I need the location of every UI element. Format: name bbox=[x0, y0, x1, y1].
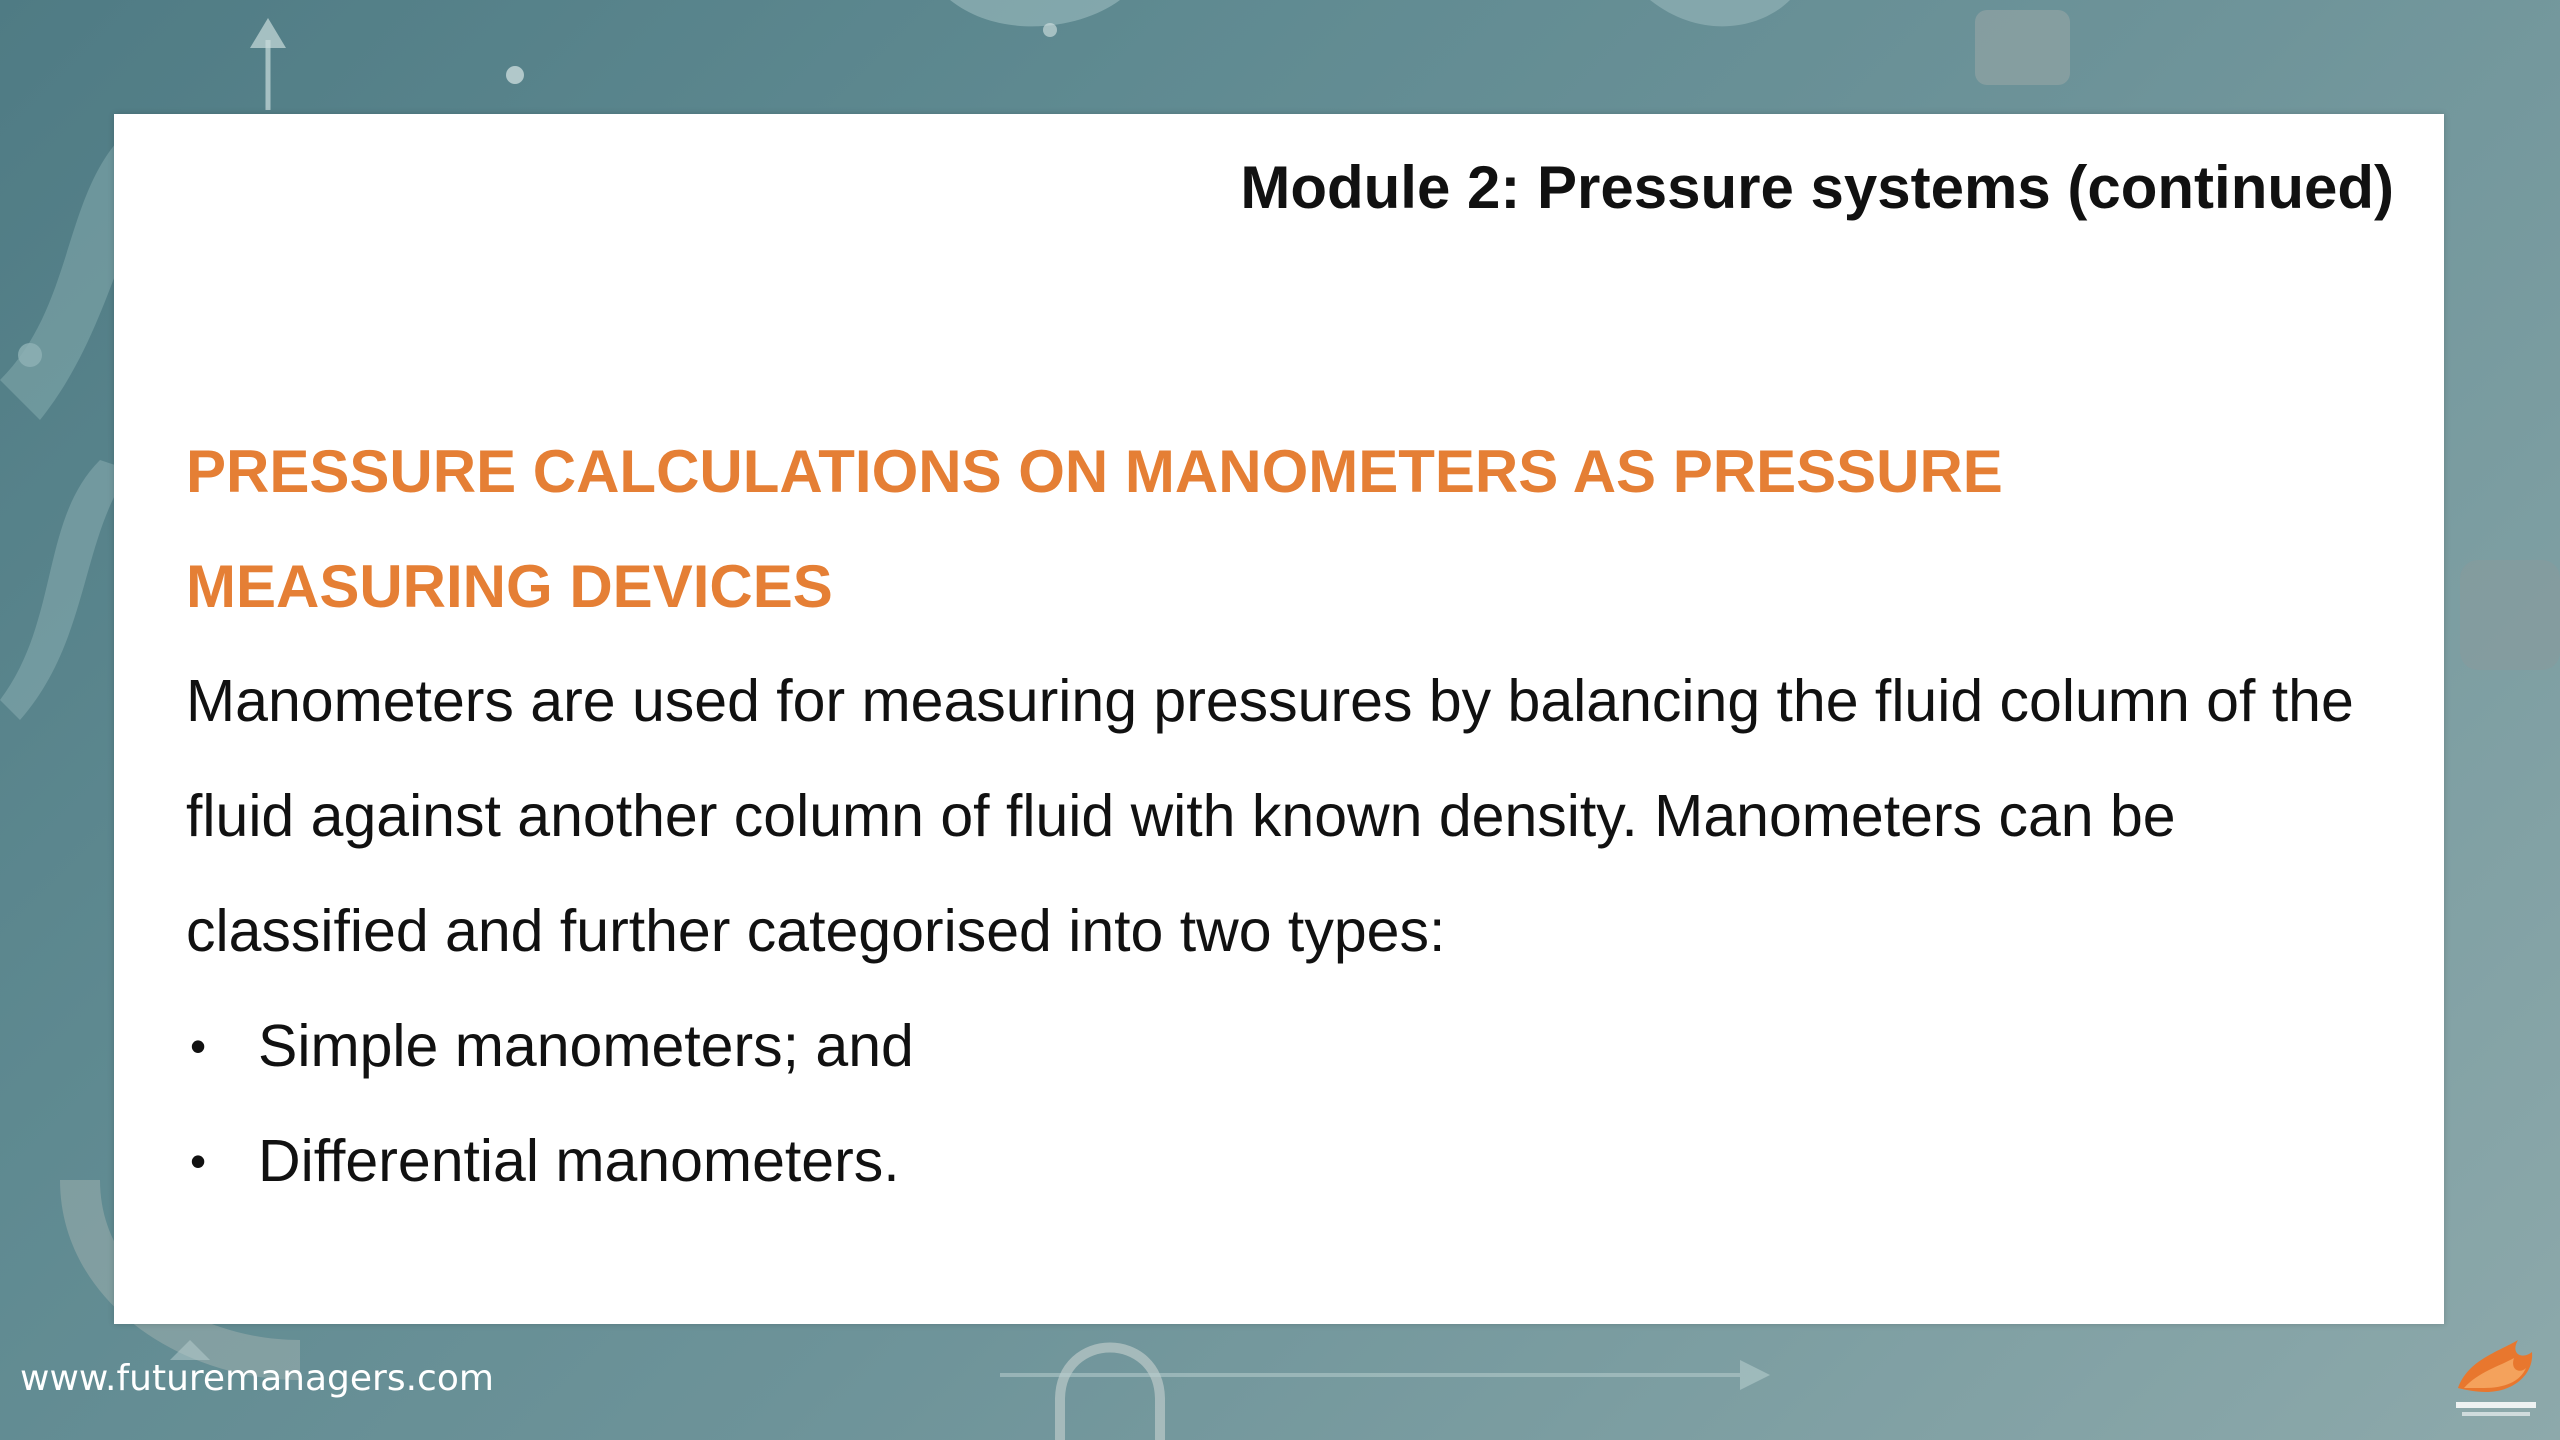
slide-content bbox=[186, 414, 2386, 1219]
bullet-item bbox=[186, 989, 2386, 1104]
bullet-item bbox=[186, 1104, 2386, 1219]
website-link[interactable]: www.futuremanagers.com bbox=[20, 1358, 494, 1399]
body-paragraph: Manometers are used for measuring pressures by balancing the fluid column of the fluid against another column of fluid with known density. Manometers can be classified and further categorised into two types: bbox=[186, 668, 2354, 964]
bullet-list bbox=[186, 989, 2386, 1219]
module-title: Module 2: Pressure systems (continued) bbox=[1240, 154, 2394, 221]
bullet-text: Simple manometers; and bbox=[258, 1013, 914, 1079]
content-card bbox=[114, 114, 2444, 1324]
section-heading: PRESSURE CALCULATIONS ON MANOMETERS AS PRESSURE MEASURING DEVICES bbox=[186, 438, 2003, 620]
bullet-text: Differential manometers. bbox=[258, 1128, 900, 1194]
bullet-icon: • bbox=[190, 1135, 207, 1187]
bullet-icon: • bbox=[190, 1020, 207, 1072]
future-managers-logo-icon bbox=[2448, 1330, 2544, 1430]
